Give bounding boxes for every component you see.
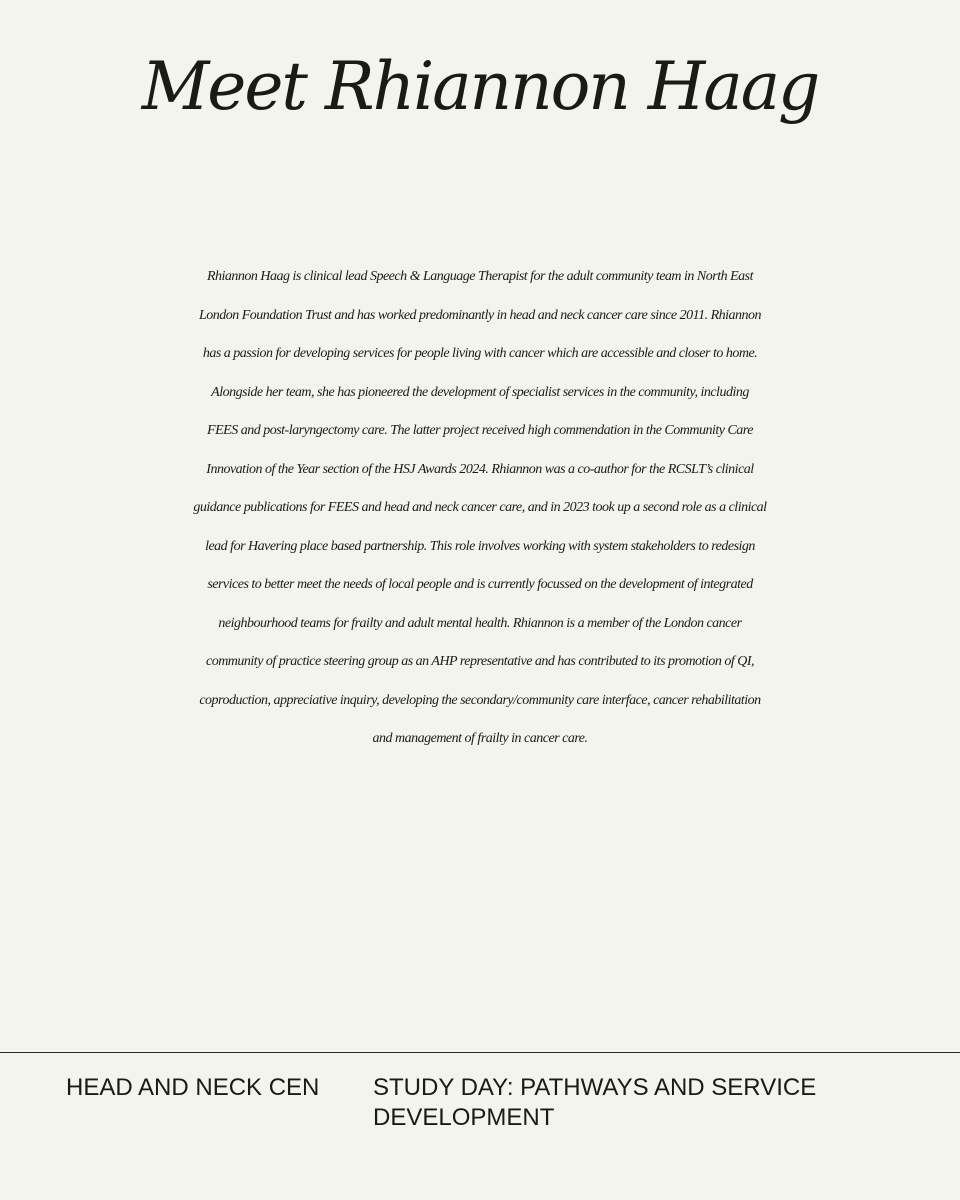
page-title: Meet Rhiannon Haag	[141, 48, 819, 125]
bio-line: Innovation of the Year section of the HSJ Awards 2024. Rhiannon was a co-author for the RCSLT’s clinical	[206, 461, 754, 477]
bio-line: has a passion for developing services for people living with cancer which are accessible and closer to home.	[202, 346, 758, 361]
bio-line: London Foundation Trust and has worked predominantly in head and neck cancer care since 2011. Rhiannon	[198, 307, 762, 323]
bio-line: and management of frailty in cancer care.	[372, 731, 588, 746]
bio-line: services to better meet the needs of local people and is currently focussed on the development of integrated	[207, 577, 753, 592]
bio-line: neighbourhood teams for frailty and adult mental health. Rhiannon is a member of the London cancer	[218, 615, 742, 631]
bio-line: coproduction, appreciative inquiry, developing the secondary/community care interface, cancer rehabilitation	[199, 692, 761, 708]
footer-event-name: STUDY DAY: PATHWAYS AND SERVICE DEVELOPMENT	[373, 1074, 817, 1131]
bio-line: guidance publications for FEES and head and neck cancer care, and in 2023 took up a second role as a clinical	[193, 500, 767, 515]
footer-divider	[0, 1052, 960, 1053]
bio-line: Alongside her team, she has pioneered the development of specialist services in the community, including	[211, 384, 749, 400]
footer-event-title	[66, 1073, 926, 1131]
bio-paragraph	[0, 258, 960, 759]
footer-organisation: HEAD AND NECK CEN	[66, 1074, 320, 1101]
bio-line: Rhiannon Haag is clinical lead Speech & Language Therapist for the adult community team in North East	[206, 269, 753, 284]
bio-line: lead for Havering place based partnership. This role involves working with system stakeholders to redesign	[205, 538, 755, 554]
bio-line: FEES and post-laryngectomy care. The latter project received high commendation in the Community Care	[207, 423, 753, 438]
bio-line: community of practice steering group as an AHP representative and has contributed to its promotion of QI,	[205, 654, 754, 669]
